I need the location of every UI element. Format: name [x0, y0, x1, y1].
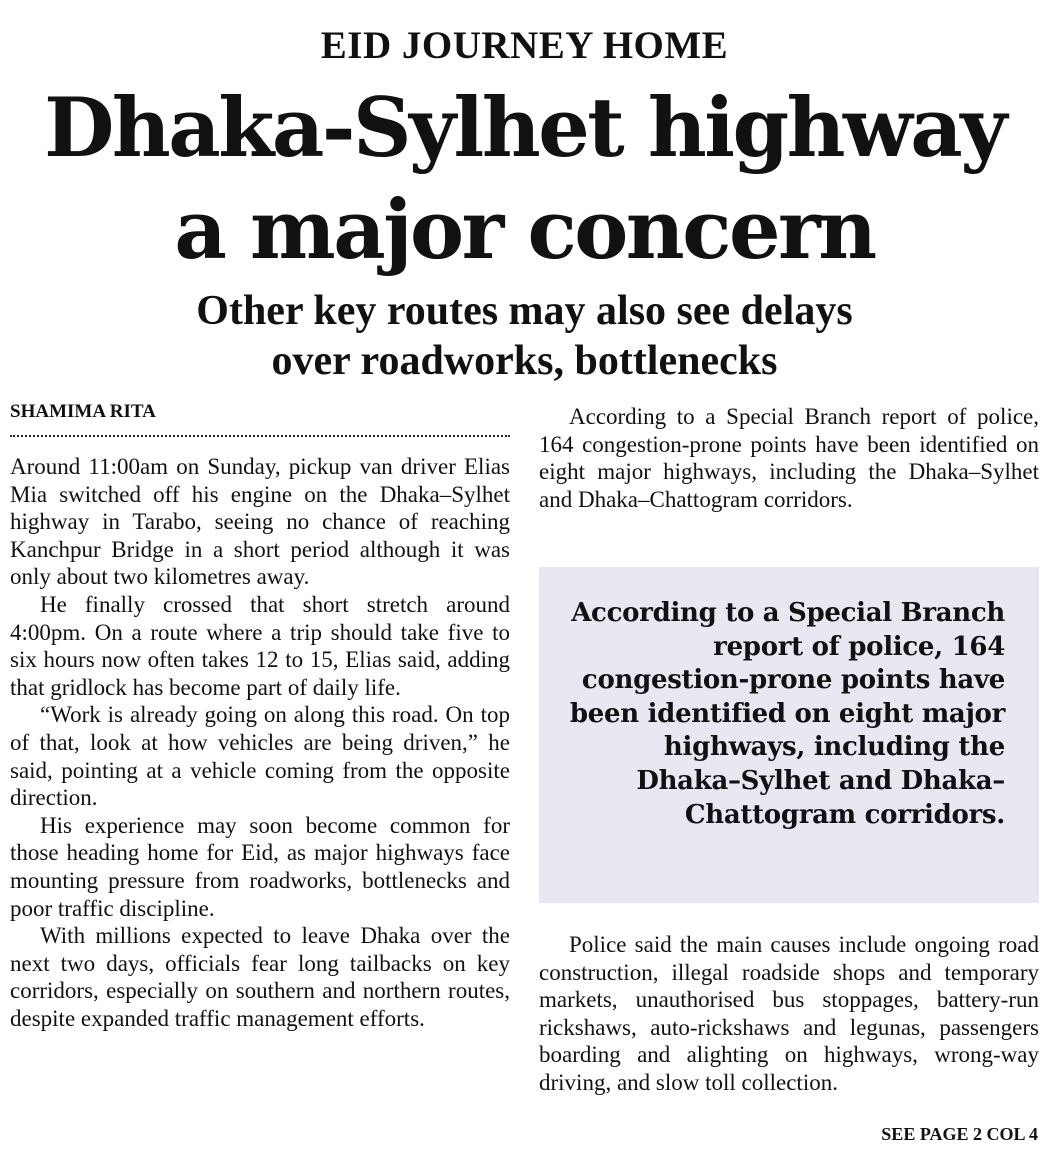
- headline: [0, 78, 1049, 282]
- headline-line-2: a major concern: [174, 183, 875, 278]
- right-column-bottom: [539, 931, 1039, 1097]
- kicker: EID JOURNEY HOME: [320, 24, 729, 67]
- byline-divider: [10, 435, 510, 437]
- body-paragraph: “Work is already going on along this road. On top of that, look at how vehicles are being driven,” he said, pointing at a vehicle coming from the opposite direction.: [10, 702, 510, 811]
- subheadline: [0, 286, 1049, 386]
- subheadline-line-2: over roadworks, bottlenecks: [271, 338, 778, 384]
- byline: SHAMIMA RITA: [10, 401, 156, 422]
- body-paragraph: His experience may soon become common for those heading home for Eid, as major highways face mounting pressure from roadworks, bottlenecks and poor traffic discipline.: [10, 812, 510, 921]
- body-paragraph: Police said the main causes include ongoing road construction, illegal roadside shops and temporary markets, unauthorised bus stoppages, battery-run rickshaws, auto-rickshaws and legunas, passengers boarding and alighting on highways, wrong-way driving, and slow toll collection.: [539, 932, 1039, 1095]
- pull-quote: According to a Special Branch report of police, 164 congestion-prone points have been identified on eight major highways, including the Dhaka–Sylhet and Dhaka–Chattogram corridors.: [539, 567, 1039, 903]
- continuation-line: SEE PAGE 2 COL 4: [881, 1124, 1038, 1144]
- body-paragraph: He finally crossed that short stretch around 4:00pm. On a route where a trip should take five to six hours now often takes 12 to 15, Elias said, adding that gridlock has become part of daily life.: [10, 591, 510, 700]
- body-paragraph: Around 11:00am on Sunday, pickup van driver Elias Mia switched off his engine on the Dhaka–Sylhet highway in Tarabo, seeing no chance of reaching Kanchpur Bridge in a short period although it was only about two kilometres away.: [10, 454, 510, 590]
- body-paragraph: According to a Special Branch report of police, 164 congestion-prone points have been identified on eight major highways, including the Dhaka–Sylhet and Dhaka–Chattogram corridors.: [539, 404, 1039, 512]
- subheadline-line-1: Other key routes may also see delays: [196, 288, 853, 334]
- body-paragraph: With millions expected to leave Dhaka over the next two days, officials fear long tailbacks on key corridors, especially on southern and northern routes, despite expanded traffic management efforts.: [10, 923, 510, 1031]
- left-column: [10, 453, 510, 1032]
- headline-line-1: Dhaka-Sylhet highway: [44, 81, 1005, 176]
- right-column-top: [539, 403, 1039, 513]
